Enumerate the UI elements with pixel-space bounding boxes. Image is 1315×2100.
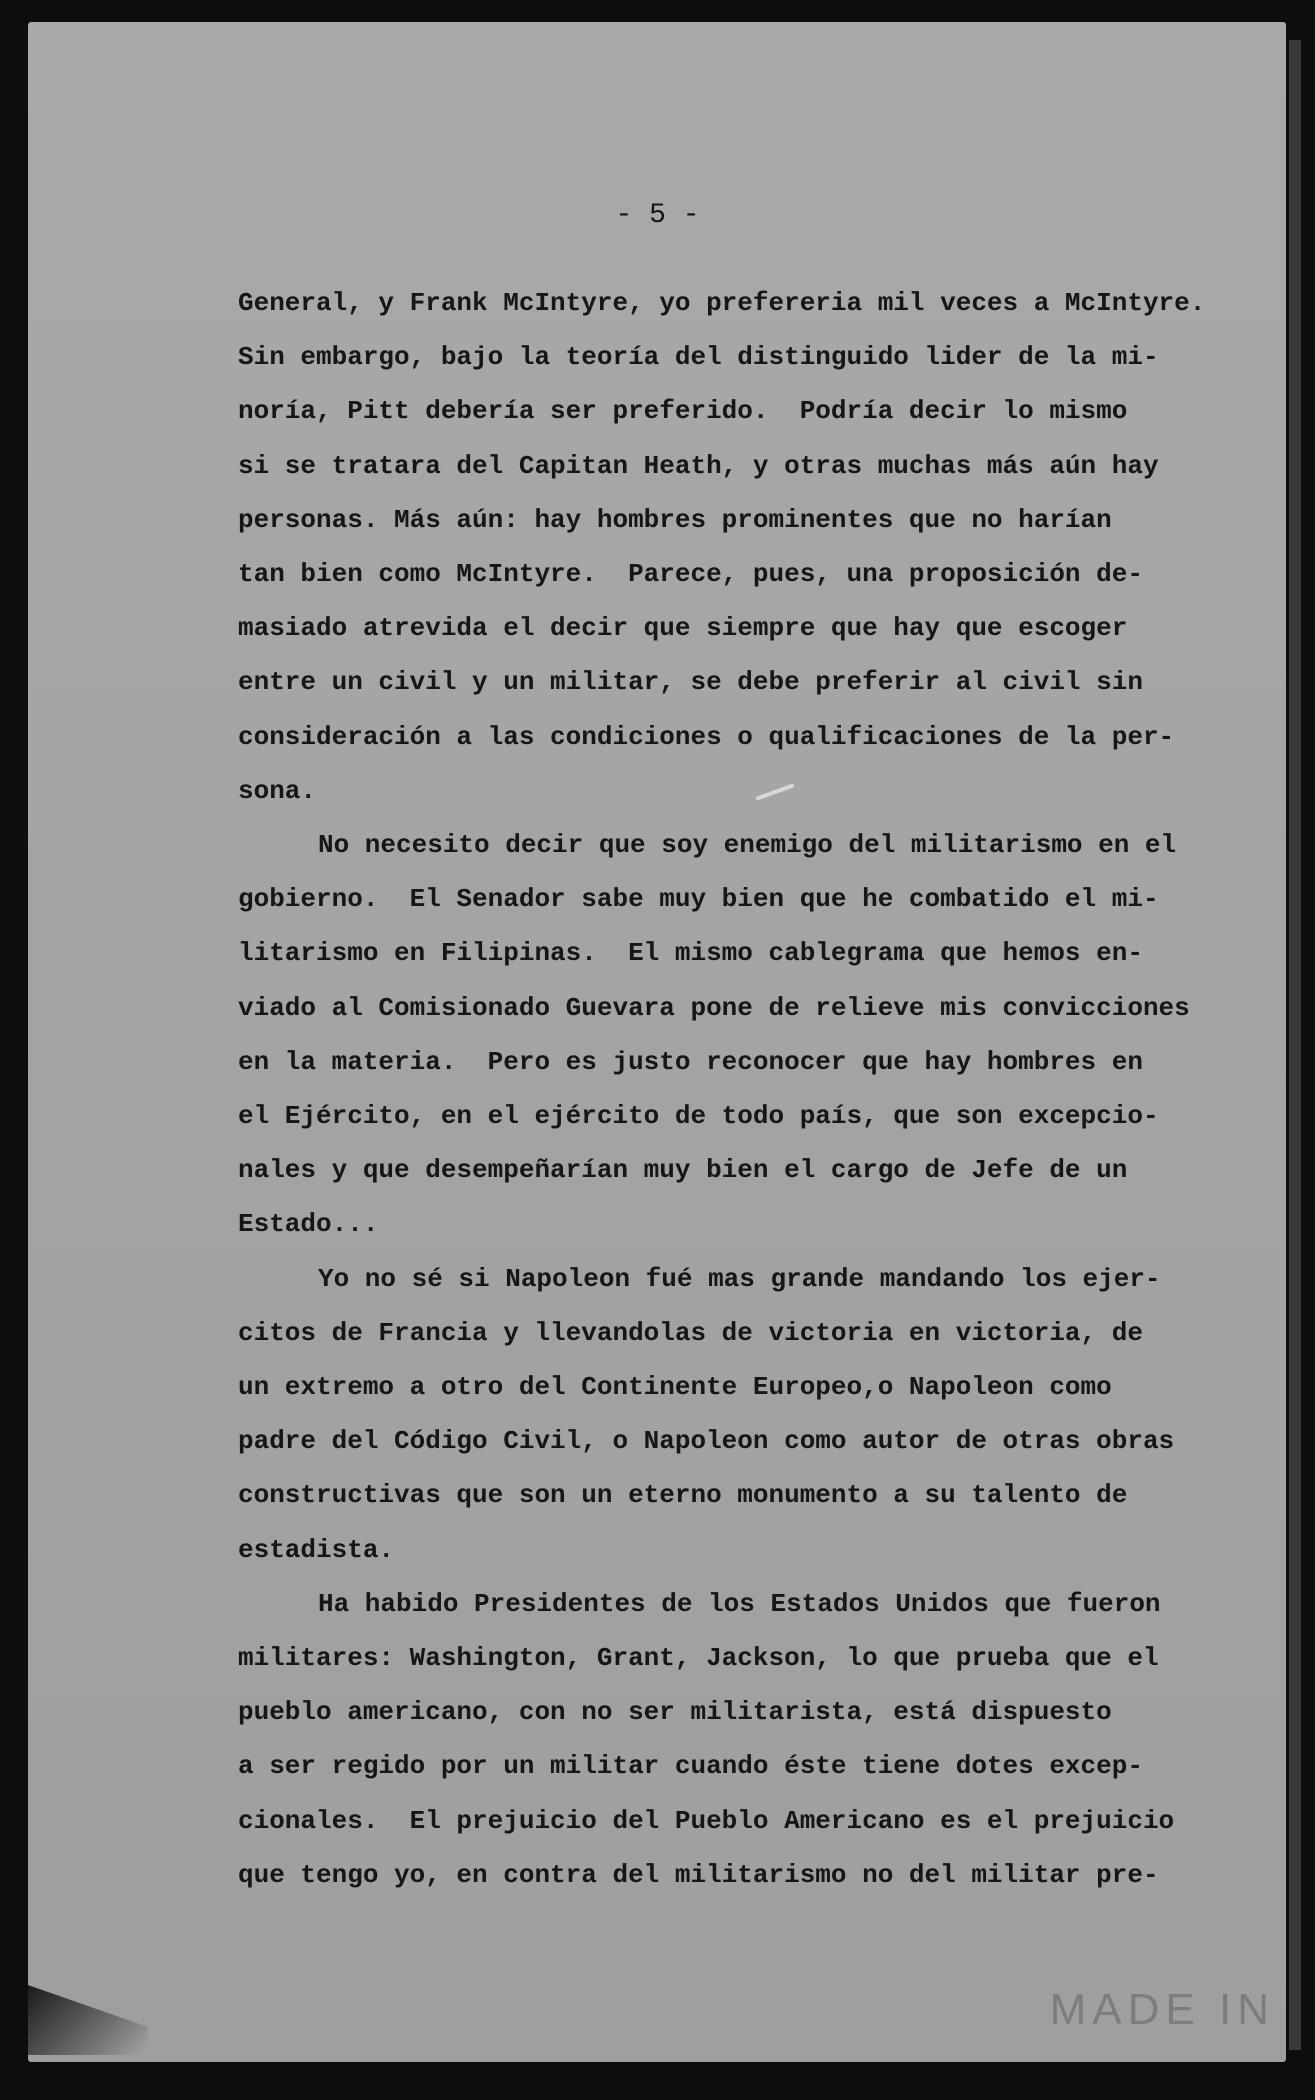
text-line: pueblo americano, con no ser militarista, está dispuesto <box>238 1697 1112 1728</box>
text-line: en la materia. Pero es justo reconocer que hay hombres en <box>238 1046 1143 1077</box>
text-line: consideración a las condiciones o qualificaciones de la per- <box>238 721 1175 752</box>
paragraph-1 <box>238 276 1206 818</box>
text-line: estadista. <box>238 1534 395 1565</box>
text-line: cionales. El prejuicio del Pueblo Americano es el prejuicio <box>238 1805 1175 1836</box>
text-line: citos de Francia y llevandolas de victoria en victoria, de <box>238 1317 1143 1348</box>
paper-edge <box>1289 40 1301 2050</box>
text-line: tan bien como McIntyre. Parece, pues, una proposición de- <box>238 559 1143 590</box>
text-line: constructivas que son un eterno monumento a su talento de <box>238 1480 1128 1511</box>
text-line: nales y que desempeñarían muy bien el cargo de Jefe de un <box>238 1155 1128 1186</box>
text-line: masiado atrevida el decir que siempre que hay que escoger <box>238 613 1128 644</box>
text-line: padre del Código Civil, o Napoleon como autor de otras obras <box>238 1426 1175 1457</box>
text-line: General, y Frank McIntyre, yo prefereria mil veces a McIntyre. <box>238 288 1206 318</box>
text-line: sona. <box>238 775 317 806</box>
text-line: que tengo yo, en contra del militarismo no del militar pre- <box>238 1859 1159 1890</box>
text-line: Estado... <box>238 1209 379 1240</box>
text-line: Sin embargo, bajo la teoría del distinguido lider de la mi- <box>238 342 1159 373</box>
text-line: No necesito decir que soy enemigo del militarismo en el <box>318 830 1177 861</box>
text-line: un extremo a otro del Continente Europeo,o Napoleon como <box>238 1372 1112 1403</box>
page-number: - 5 - <box>615 200 700 231</box>
text-line: si se tratara del Capitan Heath, y otras muchas más aún hay <box>238 450 1159 481</box>
text-line: entre un civil y un militar, se debe preferir al civil sin <box>238 667 1143 698</box>
paragraph-4 <box>238 1577 1198 1902</box>
body-text <box>238 276 1206 1902</box>
text-line: Yo no sé si Napoleon fué mas grande mandando los ejer- <box>318 1263 1161 1294</box>
text-line: Ha habido Presidentes de los Estados Unidos que fueron <box>318 1588 1161 1619</box>
text-line: noría, Pitt debería ser preferido. Podría decir lo mismo <box>238 396 1128 427</box>
watermark-text: MADE IN <box>1049 1985 1275 2034</box>
text-line: litarismo en Filipinas. El mismo cablegrama que hemos en- <box>238 938 1143 969</box>
text-line: gobierno. El Senador sabe muy bien que he combatido el mi- <box>238 884 1159 915</box>
text-line: viado al Comisionado Guevara pone de relieve mis convicciones <box>238 992 1190 1023</box>
text-line: personas. Más aún: hay hombres prominentes que no harían <box>238 504 1112 535</box>
text-line: a ser regido por un militar cuando éste tiene dotes excep- <box>238 1751 1143 1782</box>
paragraph-2 <box>238 818 1198 1252</box>
text-line: el Ejército, en el ejército de todo país, que son excepcio- <box>238 1101 1159 1132</box>
paragraph-3 <box>238 1252 1198 1577</box>
text-line: militares: Washington, Grant, Jackson, lo que prueba que el <box>238 1643 1159 1674</box>
